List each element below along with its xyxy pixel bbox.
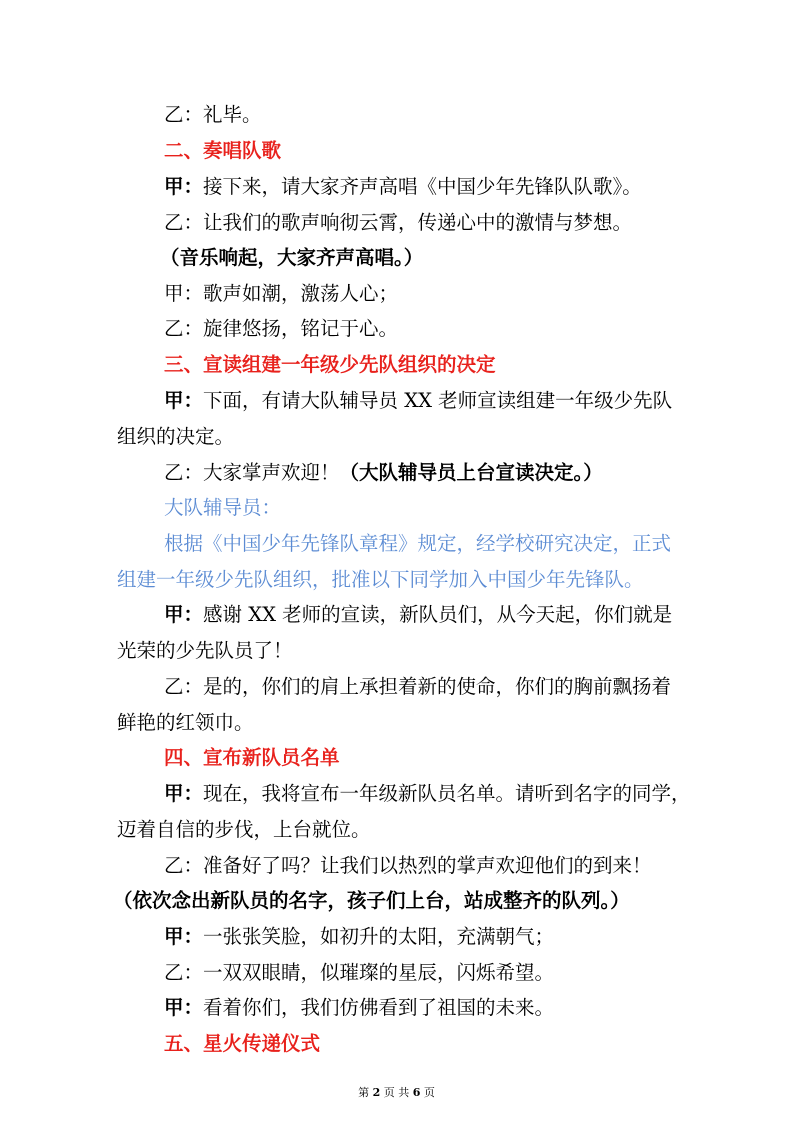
footer-prefix: 第 [358, 1086, 370, 1099]
section-heading: 四、宣布新队员名单 [164, 746, 340, 769]
speaker-label: 甲： [164, 389, 204, 412]
dialogue-text: 礼毕。 [203, 103, 262, 126]
speaker-label: 甲： [164, 175, 204, 198]
speaker-label: 甲： [164, 603, 204, 626]
speaker-label: 甲： [164, 782, 204, 805]
dialogue-continuation: 光荣的少先队员了！ [117, 639, 293, 662]
speaker-label: 乙： [164, 103, 204, 126]
footer-suffix: 页 [423, 1086, 435, 1099]
dialogue-text: 旋律悠扬，铭记于心。 [203, 317, 399, 340]
dialogue-text: 让我们的歌声响彻云霄，传递心中的激情与梦想。 [203, 211, 633, 234]
dialogue-line [0, 316, 793, 342]
dialogue-line [0, 602, 793, 628]
dialogue-text: 一双双眼睛，似璀璨的星辰，闪烁希望。 [203, 961, 555, 984]
section-heading: 二、奏唱队歌 [164, 139, 282, 162]
announcement-text: 根据《中国少年先锋队章程》规定，经学校研究决定，正式 [164, 532, 672, 555]
dialogue-line [0, 781, 793, 807]
speaker-label: 乙： [164, 211, 204, 234]
stage-direction: （大队辅导员上台宣读决定。） [339, 461, 603, 484]
page-footer [0, 1086, 793, 1100]
stage-direction: （依次念出新队员的名字，孩子们上台，站成整齐的队列。） [113, 889, 630, 912]
announcement-continuation: 组建一年级少先队组织，批准以下同学加入中国少年先锋队。 [117, 568, 644, 591]
speaker-label: 乙： [164, 317, 204, 340]
dialogue-text: 一张张笑脸，如初升的太阳，充满朝气； [203, 925, 555, 948]
section-heading: 三、宣读组建一年级少先队组织的决定 [164, 353, 496, 376]
stage-direction: （音乐响起，大家齐声高唱。） [160, 246, 424, 269]
dialogue-line [0, 674, 793, 700]
speaker-label: 乙： [164, 675, 204, 698]
dialogue-text: 大家掌声欢迎！ [203, 461, 340, 484]
dialogue-line [0, 853, 793, 879]
speaker-title: 大队辅导员： [164, 496, 282, 519]
dialogue-continuation: 迈着自信的步伐，上台就位。 [117, 818, 371, 841]
dialogue-text: 准备好了吗？让我们以热烈的掌声欢迎他们的到来！ [203, 854, 652, 877]
speaker-label: 甲： [164, 282, 204, 305]
dialogue-line [0, 460, 793, 486]
dialogue-line [0, 174, 793, 200]
dialogue-line [0, 995, 793, 1021]
speaker-label: 乙： [164, 461, 204, 484]
dialogue-line [0, 210, 793, 236]
section-heading: 五、星火传递仪式 [164, 1032, 321, 1055]
dialogue-text: 看着你们，我们仿佛看到了祖国的未来。 [203, 996, 555, 1019]
speaker-label: 甲： [164, 925, 204, 948]
speaker-label: 甲： [164, 996, 204, 1019]
total-pages: 6 [412, 1086, 421, 1099]
dialogue-text: 现在，我将宣布一年级新队员名单。请听到名字的同学， [203, 782, 691, 805]
dialogue-continuation: 组织的决定。 [117, 425, 235, 448]
speaker-label: 乙： [164, 854, 204, 877]
dialogue-text: 是的，你们的肩上承担着新的使命，你们的胸前飘扬着 [203, 675, 672, 698]
dialogue-continuation: 鲜艳的红领巾。 [117, 711, 254, 734]
dialogue-line [0, 960, 793, 986]
dialogue-text: 感谢 XX 老师的宣读，新队员们，从今天起，你们就是 [203, 603, 673, 626]
dialogue-line [0, 924, 793, 950]
dialogue-line [0, 388, 793, 414]
page-number: 2 [372, 1086, 381, 1099]
dialogue-line [0, 281, 793, 307]
dialogue-text: 歌声如潮，激荡人心； [203, 282, 399, 305]
footer-mid: 页 共 [383, 1086, 410, 1099]
dialogue-text: 下面，有请大队辅导员 XX 老师宣读组建一年级少先队 [203, 389, 673, 412]
dialogue-line [0, 102, 793, 128]
dialogue-text: 接下来，请大家齐声高唱《中国少年先锋队队歌》。 [203, 175, 642, 198]
speaker-label: 乙： [164, 961, 204, 984]
